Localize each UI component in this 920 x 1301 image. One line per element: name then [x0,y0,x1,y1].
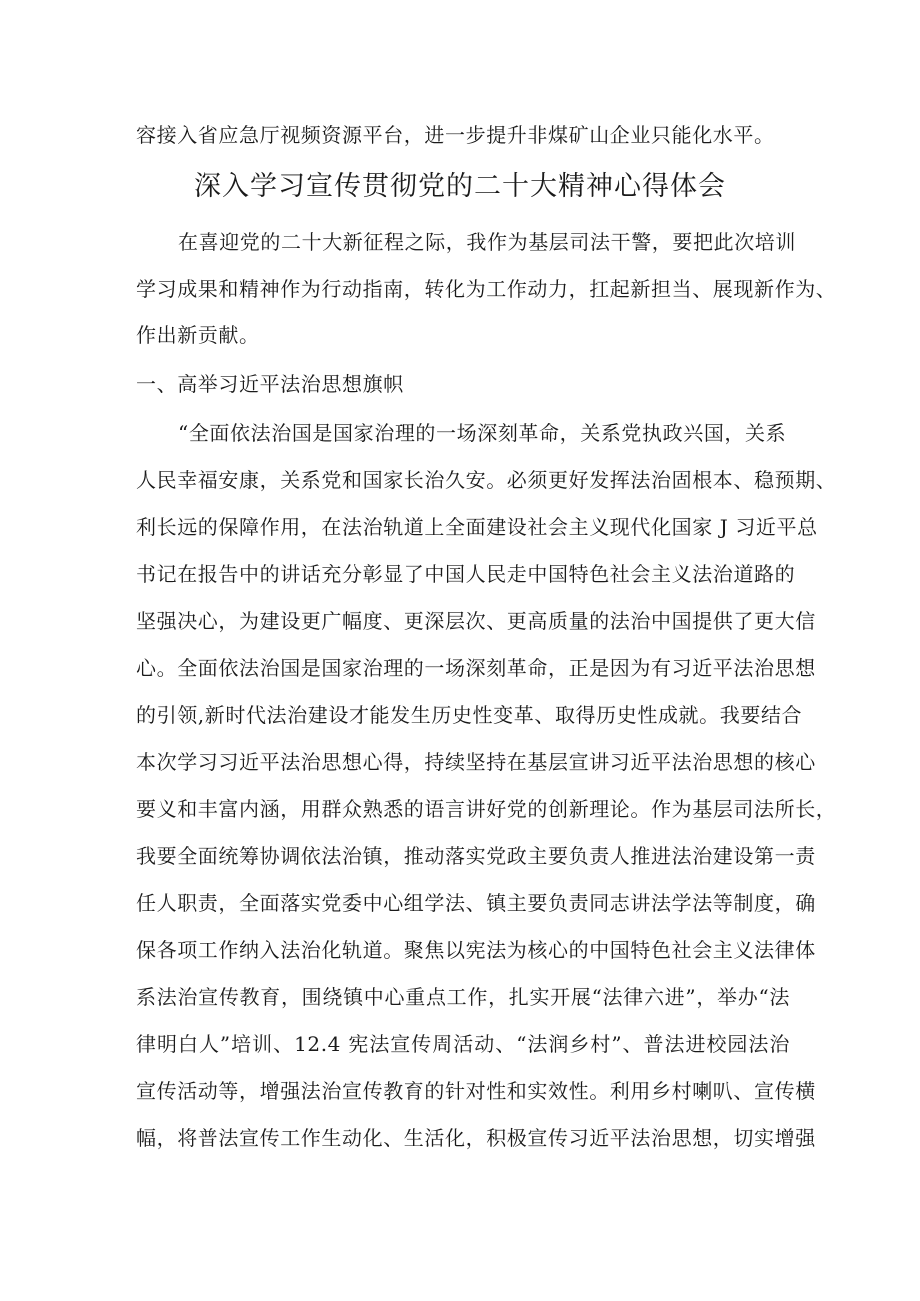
intro-line-1: 在喜迎党的二十大新征程之际，我作为基层司法干警，要把此次培训 [178,230,796,254]
lead-line: 容接入省应急厅视频资源平台，进一步提升非煤矿山企业只能化水平。 [136,123,775,147]
body-line: 利长远的保障作用，在法治轨道上全面建设社会主义现代化国家 J 习近平总 [136,515,818,539]
intro-line-2: 学习成果和精神作为行动指南，转化为工作动力，扛起新担当、展现新作为、 [136,277,837,301]
body-line: 的引领,新时代法治建设才能发生历史性变革、取得历史性成就。我要结合 [136,703,803,727]
body-line: 幅，将普法宣传工作生动化、生活化，积极宣传习近平法治思想，切实增强 [136,1126,816,1150]
body-line: 心。全面依法治国是国家治理的一场深刻革命，正是因为有习近平法治思想 [136,656,816,680]
body-line: 坚强决心，为建设更广幅度、更深层次、更高质量的法治中国提供了更大信 [136,609,816,633]
body-line: 人民幸福安康，关系党和国家长治久安。必须更好发挥法治固根本、稳预期、 [136,468,837,492]
body-line: “全面依法治国是国家治理的一场深刻革命，关系党执政兴国，关系 [178,421,787,445]
body-line: 宣传活动等，增强法治宣传教育的针对性和实效性。利用乡村喇叭、宣传横 [136,1079,816,1103]
body-line: 任人职责，全面落实党委中心组学法、镇主要负责同志讲法学法等制度，确 [136,891,816,915]
section-heading: 一、高举习近平法治思想旗帜 [136,372,404,396]
body-line: 书记在报告中的讲话充分彰显了中国人民走中国特色社会主义法治道路的 [136,562,796,586]
body-line: 要义和丰富内涵，用群众熟悉的语言讲好党的创新理论。作为基层司法所长， [136,797,837,821]
body-line: 保各项工作纳入法治化轨道。聚焦以宪法为核心的中国特色社会主义法律体 [136,938,816,962]
body-line: 我要全面统筹协调依法治镇，推动落实党政主要负责人推进法治建设第一责 [136,844,816,868]
body-line: 律明白人”培训、12.4 宪法宣传周活动、“法润乡村”、普法进校园法治 [136,1032,790,1056]
body-line: 系法治宣传教育，围绕镇中心重点工作，扎实开展“法律六进”，举办“法 [136,985,790,1009]
document-title: 深入学习宣传贯彻党的二十大精神心得体会 [194,171,726,202]
body-line: 本次学习习近平法治思想心得，持续坚持在基层宣讲习近平法治思想的核心 [136,750,816,774]
intro-line-3: 作出新贡献。 [136,323,260,347]
